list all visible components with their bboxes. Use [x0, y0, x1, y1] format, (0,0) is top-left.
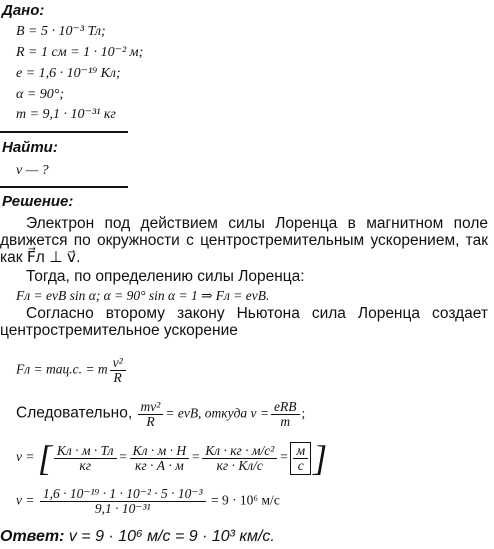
units-fraction-2: [130, 444, 189, 473]
derivation-denominator-2: m: [280, 414, 291, 429]
answer-line: [0, 528, 275, 546]
centripetal-denominator: R: [113, 370, 122, 385]
find-divider: [0, 186, 128, 188]
centripetal-fraction: [110, 356, 126, 385]
find-heading: Найти:: [2, 139, 58, 156]
calc-lhs: v =: [16, 492, 35, 508]
numeric-calculation: [16, 487, 280, 516]
newton-law-formula: [16, 356, 128, 385]
units-fraction-3: [202, 444, 277, 473]
derivation-middle: = evB, откуда v =: [165, 405, 270, 421]
calc-denominator: 9,1 · 10⁻³¹: [94, 501, 151, 516]
derivation-fraction-1: [138, 400, 164, 429]
units-check-lhs: v =: [16, 449, 35, 465]
answer-label: Ответ:: [0, 528, 65, 545]
units-denominator-3: кг · Кл/с: [216, 457, 263, 473]
units-denominator-4: с: [297, 457, 304, 473]
units-result-box: [290, 442, 311, 475]
answer-text: v = 9 · 10⁶ м/с = 9 · 10³ км/с.: [68, 528, 275, 545]
units-numerator-3: Кл · кг · м/с²: [202, 444, 277, 459]
lorentz-force-formula: Fл = evB sin α; α = 90° sin α = 1 ⇒ Fл = evB.: [16, 288, 270, 303]
units-check-formula: v = [ $\frac{Кл \cdot м \cdot Тл}{кг}$ = $\frac{Кл \cdot м \cdot Н}{кг \cdot А \cdot м}$ = $\frac{\text{Кл · кг · м/с²}}{кг \cdot Кл/с}$ = $\frac{м}{с}$ ]: [16, 438, 328, 478]
given-divider: [0, 131, 128, 133]
derivation-denominator-1: R: [146, 414, 155, 429]
given-line-b: B = 5 · 10⁻³ Тл;: [16, 24, 106, 39]
given-line-alpha: α = 90°;: [16, 87, 65, 102]
calc-result: = 9 · 10⁶ м/с: [210, 492, 280, 508]
find-line: v — ?: [16, 163, 49, 178]
right-bracket: ]: [313, 438, 328, 478]
units-denominator-1: кг: [79, 457, 91, 473]
given-heading: Дано:: [2, 2, 45, 19]
calc-numerator: 1,6 · 10⁻¹⁹ · 1 · 10⁻² · 5 · 10⁻³: [40, 487, 206, 502]
solution-paragraph-1: Электрон под действием силы Лоренца в магнитном поле движется по окружности с центростремительным ускорением, так как F⃗л ⊥ v⃗.: [0, 215, 488, 266]
newton-law-lhs: Fл = maц.с. = m: [16, 361, 108, 377]
solution-heading: Решение:: [2, 193, 74, 210]
units-numerator-4: м: [293, 444, 308, 459]
given-line-r: R = 1 см = 1 · 10⁻² м;: [16, 45, 144, 60]
units-denominator-2: кг · А · м: [135, 457, 184, 473]
given-line-e: e = 1,6 · 10⁻¹⁹ Кл;: [16, 66, 121, 81]
derivation-prefix: Следовательно,: [16, 404, 133, 422]
centripetal-numerator: v²: [110, 356, 126, 371]
units-numerator-2: Кл · м · Н: [130, 444, 189, 459]
left-bracket: [: [37, 438, 52, 478]
velocity-derivation: Следовательно, $\frac{\text{mv²}}{R}$ = evB, откуда v = $\frac{\text{eRB}}{m}$ ;: [16, 399, 306, 429]
solution-paragraph-2: Тогда, по определению силы Лоренца:: [26, 268, 305, 285]
derivation-fraction-2: [271, 400, 300, 429]
solution-paragraph-3: Согласно второму закону Ньютона сила Лоренца создает центростремительное ускорение: [0, 305, 488, 339]
derivation-numerator-1: mv²: [138, 400, 164, 415]
calc-fraction: [40, 487, 206, 516]
derivation-numerator-2: eRB: [271, 400, 300, 415]
units-fraction-1: [54, 444, 117, 473]
given-line-m: m = 9,1 · 10⁻³¹ кг: [16, 107, 116, 122]
units-numerator-1: Кл · м · Тл: [54, 444, 117, 459]
